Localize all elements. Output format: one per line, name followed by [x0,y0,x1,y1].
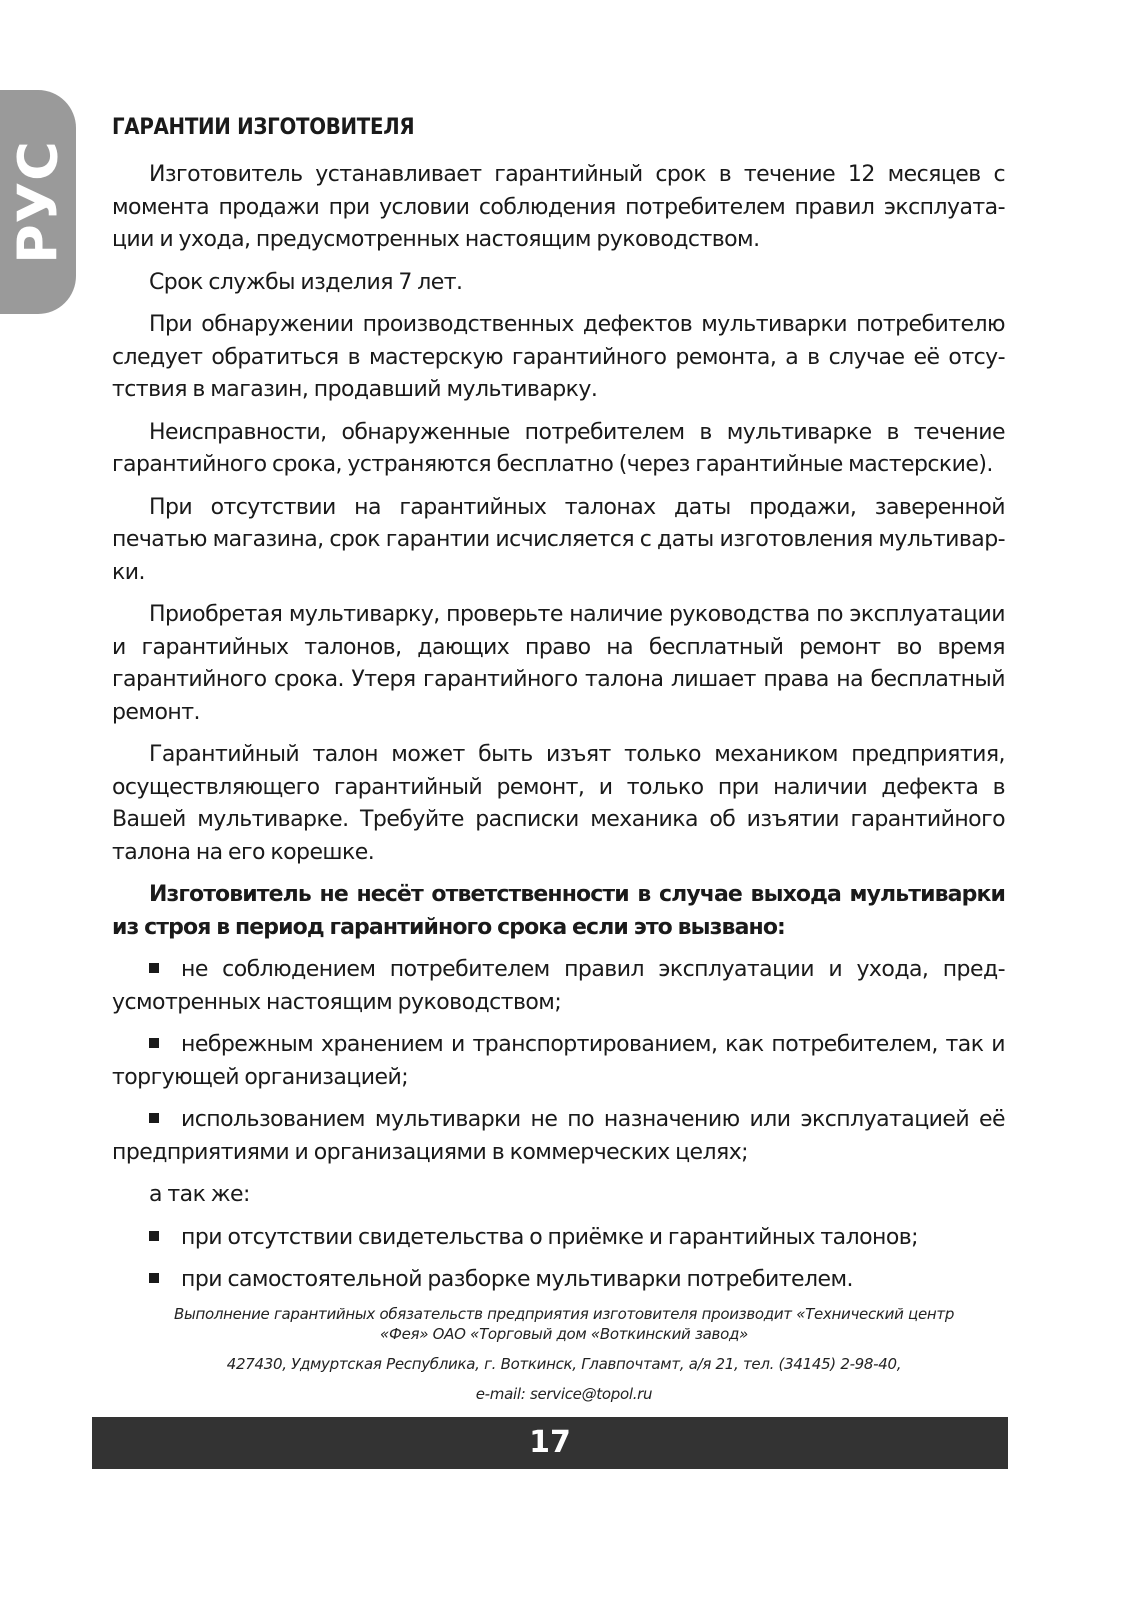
paragraph-warranty-term: Изготовитель устанавливает гарантийный срок в течение 12 месяцев с момента продажи при условии соблюдения потребителем правил эксплуата-ции и ухода, предусмотренных настоящим руководством. [112,162,1005,252]
section-title: ГАРАНТИИ ИЗГОТОВИТЕЛЯ [112,115,415,140]
square-bullet-icon [149,1231,159,1241]
footer-line: «Фея» ОАО «Торговый дом «Воткинский завод» [380,1325,748,1343]
paragraph-free-repair: Неисправности, обнаруженные потребителем в мультиварке в течение гарантийного срока, устраняются бесплатно (через гарантийные мастерские). [112,419,1005,477]
warranty-section [112,113,1005,1307]
square-bullet-icon [149,963,159,973]
paragraph-coupon-removal: Гарантийный талон может быть изъят только механиком предприятия, осуществляющего гарантийный ремонт, и только при наличии дефекта в Вашей мультиварке. Требуйте расписки механика об изъятии гарантийного талона на его корешке. [112,742,1005,865]
paragraph-no-sale-date: При отсутствии на гарантийных талонах даты продажи, заверенной печатью магазина, срок гарантии исчисляется с даты изготовления мультивар-ки. [112,494,1005,585]
liability-heading: Изготовитель не несёт ответственности в случае выхода мультиварки из строя в период гарантийного срока если это вызвано: [112,882,1005,940]
footer-address: 427430, Удмуртская Республика, г. Воткинск, Главпочтамт, а/я 21, тел. (34145) 2-98-40, [226,1355,902,1373]
also-label: а так же: [149,1182,250,1207]
square-bullet-icon [149,1273,159,1283]
square-bullet-icon [149,1038,159,1048]
footer-email: e-mail: service@topol.ru [475,1385,653,1403]
paragraph-defects: При обнаружении производственных дефектов мультиварки потребителю следует обратиться в мастерскую гарантийного ремонта, а в случае её отсу-тствия в магазин, продавший мультиварку. [112,312,1005,402]
service-center-note [130,1301,998,1407]
language-tab [0,90,76,314]
paragraph-service-life: Срок службы изделия 7 лет. [149,269,463,295]
list-item: небрежным хранением и транспортированием, как потребителем, так и торгующей организацией; [112,1032,1005,1090]
language-tab-label: РУС [6,140,70,264]
page-number-bar [92,1417,1008,1469]
list-item: не соблюдением потребителем правил эксплуатации и ухода, пред-усмотренных настоящим руководством; [112,957,1005,1015]
page-number: 17 [529,1425,571,1460]
square-bullet-icon [149,1113,159,1123]
footer-line: Выполнение гарантийных обязательств предприятия изготовителя производит «Технический центр [173,1305,955,1323]
paragraph-check-docs: Приобретая мультиварку, проверьте наличие руководства по эксплуатации и гарантийных талонов, дающих право на бесплатный ремонт во время гарантийного срока. Утеря гарантийного талона лишает права на бесплатный ремонт. [112,602,1005,725]
list-item: при самостоятельной разборке мультиварки потребителем. [112,1264,1005,1297]
list-item: при отсутствии свидетельства о приёмке и гарантийных талонов; [112,1222,1005,1255]
list-item: использованием мультиварки не по назначению или эксплуатацией её предприятиями и организациями в коммерческих целях; [112,1107,1005,1165]
